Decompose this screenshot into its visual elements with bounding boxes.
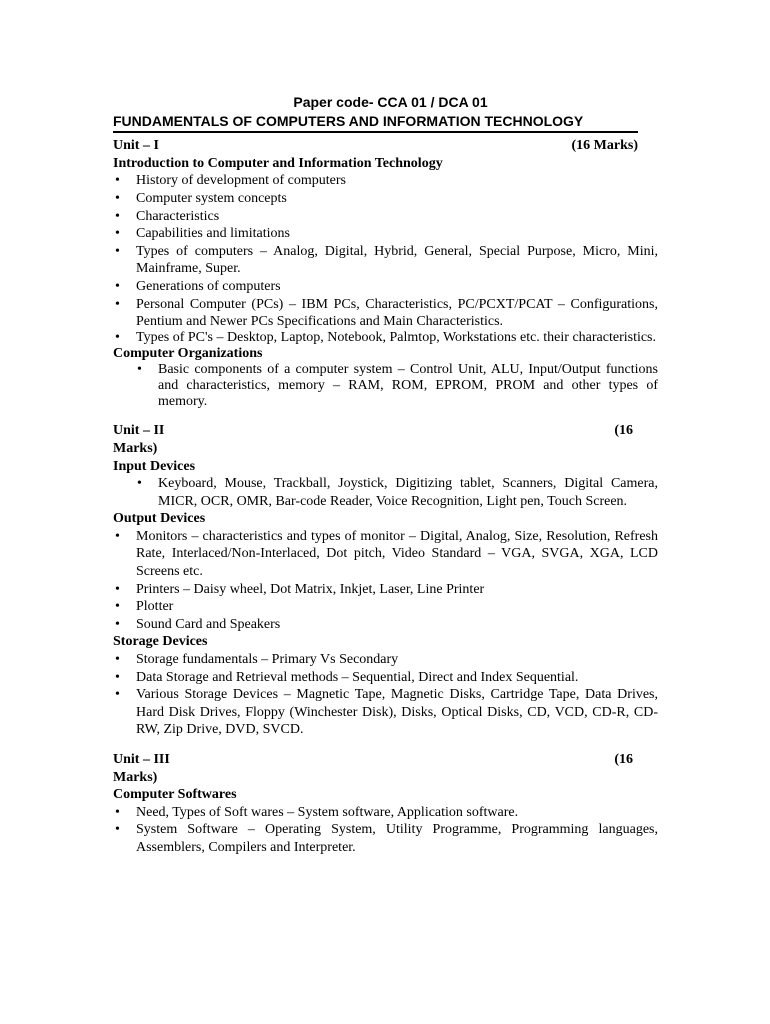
list-item: • Types of PC's – Desktop, Laptop, Notebook, Palmtop, Workstations etc. their characteristics.: [113, 331, 658, 345]
list-item: • Need, Types of Soft wares – System software, Application software.: [113, 804, 658, 822]
unit-1-label: Unit – I: [113, 138, 159, 154]
computer-softwares-list: [113, 804, 658, 857]
computer-softwares-heading: Computer Softwares: [113, 787, 237, 803]
unit-2-header: [113, 422, 633, 440]
storage-devices-list: [113, 651, 658, 739]
list-item: • Storage fundamentals – Primary Vs Secondary: [113, 651, 658, 669]
output-devices-heading: Output Devices: [113, 511, 206, 527]
syllabus-page: [113, 94, 658, 857]
list-item: • Generations of computers: [113, 278, 658, 296]
computer-organizations-heading: Computer Organizations: [113, 345, 263, 361]
list-item: • Computer system concepts: [113, 190, 658, 208]
list-item: • Printers – Daisy wheel, Dot Matrix, Inkjet, Laser, Line Printer: [113, 581, 658, 599]
list-item: • Monitors – characteristics and types of monitor – Digital, Analog, Size, Resolution, Refresh Rate, Interlaced/Non-Interlaced, Dot pitch, Video Standard – VGA, SVGA, XGA, LCD Screens etc.: [113, 528, 658, 581]
storage-devices-heading: Storage Devices: [113, 634, 208, 650]
unit-2-marks-open: (16: [614, 423, 633, 439]
computer-organizations-list: [113, 362, 658, 410]
unit-2-marks-close: Marks): [113, 440, 158, 456]
unit-1-list: [113, 172, 658, 344]
unit-3-marks-open: (16: [614, 752, 633, 767]
list-item: • Types of computers – Analog, Digital, Hybrid, General, Special Purpose, Micro, Mini, Mainframe, Super.: [113, 243, 658, 278]
paper-code: Paper code- CCA 01 / DCA 01: [293, 94, 488, 110]
list-item: • Personal Computer (PCs) – IBM PCs, Characteristics, PC/PCXT/PCAT – Configurations, Pentium and Newer PCs Specifications and Main Characteristics.: [113, 296, 658, 331]
list-item: • Basic components of a computer system – Control Unit, ALU, Input/Output functions and characteristics, memory – RAM, ROM, EPROM, PROM and other types of memory.: [113, 362, 658, 410]
list-item: • Keyboard, Mouse, Trackball, Joystick, Digitizing tablet, Scanners, Digital Camera, MICR, OCR, OMR, Bar-code Reader, Voice Recognition, Light pen, Touch Screen.: [113, 475, 658, 510]
list-item: • Various Storage Devices – Magnetic Tape, Magnetic Disks, Cartridge Tape, Data Drives, Hard Disk Drives, Floppy (Winchester Disk), Disks, Optical Disks, CD, VCD, CD-R, CD-RW, Zip Drive, DVD, SVCD.: [113, 686, 658, 739]
unit-3-marks-close: Marks): [113, 769, 158, 785]
unit-2-label: Unit – II: [113, 423, 165, 439]
input-devices-list: [113, 475, 658, 510]
page-title: FUNDAMENTALS OF COMPUTERS AND INFORMATION TECHNOLOGY: [113, 113, 638, 134]
list-item: • Plotter: [113, 598, 658, 616]
unit-3-header: [113, 751, 633, 769]
list-item: • History of development of computers: [113, 172, 658, 190]
list-item: • System Software – Operating System, Utility Programme, Programming languages, Assemblers, Compilers and Interpreter.: [113, 821, 658, 856]
unit-1-heading: Introduction to Computer and Information Technology: [113, 155, 443, 171]
list-item: • Sound Card and Speakers: [113, 616, 658, 634]
unit-3-label: Unit – III: [113, 752, 170, 767]
unit-1-header: [113, 137, 638, 155]
list-item: • Characteristics: [113, 208, 658, 226]
list-item: • Capabilities and limitations: [113, 225, 658, 243]
output-devices-list: [113, 528, 658, 634]
list-item: • Data Storage and Retrieval methods – Sequential, Direct and Index Sequential.: [113, 669, 658, 687]
unit-1-marks: (16 Marks): [571, 138, 638, 154]
input-devices-heading: Input Devices: [113, 458, 196, 474]
